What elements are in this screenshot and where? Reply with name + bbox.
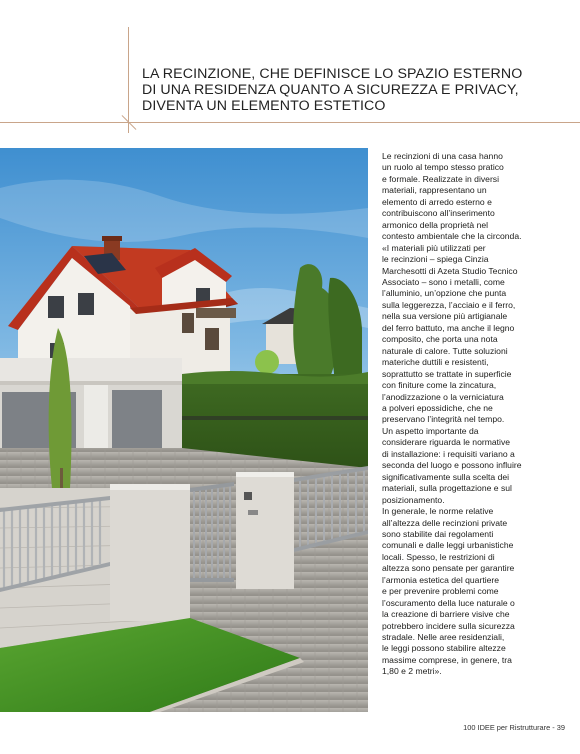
body-line: l’anodizzazione o la verniciatura (382, 391, 504, 402)
body-line: Associato – sono i metalli, come (382, 276, 505, 287)
body-line: materiali, rappresentano un (382, 185, 487, 196)
body-line: comunali e dalle leggi urbanistiche (382, 540, 514, 551)
body-line: le leggi possono stabilire altezze (382, 643, 506, 654)
body-line: stradale. Nelle aree residenziali, (382, 632, 505, 643)
body-line: seconda del luogo e possono influire (382, 460, 522, 471)
body-line: In generale, le norme relative (382, 506, 494, 517)
house-fence-photo (0, 148, 368, 712)
body-line: un ruolo al tempo stesso pratico (382, 162, 504, 173)
body-line: considerare riguarda le normative (382, 437, 511, 448)
body-line: naturale di calore. Tutte soluzioni (382, 345, 508, 356)
body-line: significativamente sulla scelta dei (382, 471, 510, 482)
body-line: Le recinzioni di una casa hanno (382, 151, 503, 161)
body-line: la creazione di barriere visive che (382, 609, 510, 620)
body-line: e formale. Realizzate in diversi (382, 173, 500, 184)
body-line: l’oscuramento della luce naturale o (382, 597, 515, 608)
body-line: a polveri epossidiche, che ne (382, 402, 493, 413)
body-line: altezza sono pensate per garantire (382, 563, 515, 574)
headline-line: DI UNA RESIDENZA QUANTO A SICUREZZA E PRIVACY, (142, 82, 519, 98)
body-line: armonico della proprietà nel (382, 219, 489, 230)
body-line: di installazione: i requisiti variano a (382, 448, 515, 459)
body-line: elemento di arredo esterno e (382, 196, 492, 207)
body-line: l’alluminio, un’opzione che punta (382, 288, 507, 299)
body-line: Un aspetto importante da (382, 425, 479, 436)
body-line: sono stabilite dai regolamenti (382, 528, 494, 539)
body-line: l’armonia estetica del quartiere (382, 574, 500, 585)
body-line: nella sua versione più artigianale (382, 311, 508, 322)
page-footer: 100 IDEE per Ristrutturare - 39 (463, 723, 565, 732)
body-line: con finiture come la zincatura, (382, 380, 497, 391)
house-fence-illustration (0, 148, 368, 712)
body-line: contribuiscono all’inserimento (382, 208, 495, 219)
body-line: contesto ambientale che la circonda. (382, 231, 522, 242)
body-line: «I materiali più utilizzati per (382, 242, 486, 253)
body-line: materiche duttili e resistenti, (382, 357, 489, 368)
article-body (382, 151, 572, 678)
body-line: Marchesotti di Azeta Studio Tecnico (382, 265, 518, 276)
body-line: materiali, sulla progettazione e sul (382, 483, 512, 494)
headline-line: LA RECINZIONE, CHE DEFINISCE LO SPAZIO ESTERNO (142, 66, 523, 82)
body-line: le recinzioni – spiega Cinzia (382, 254, 489, 265)
body-line: del ferro battuto, ma anche il legno (382, 322, 515, 333)
headline-line: DIVENTA UN ELEMENTO ESTETICO (142, 98, 386, 114)
body-line: all’altezza delle recinzioni private (382, 517, 508, 528)
body-line: massime comprese, in genere, tra (382, 654, 512, 665)
body-line: locali. Spesso, le restrizioni di (382, 551, 495, 562)
body-line: sulla leggerezza, l’acciaio e il ferro, (382, 299, 516, 310)
body-line: soprattutto se trattate in superficie (382, 368, 512, 379)
body-line: composito, che porta una nota (382, 334, 498, 345)
body-line: potrebbero incidere sulla sicurezza (382, 620, 515, 631)
horizontal-accent-line (0, 122, 580, 123)
body-line: e per prevenire problemi come (382, 586, 499, 597)
vertical-accent-line (128, 27, 129, 133)
body-line: preservano l’integrità nel tempo. (382, 414, 505, 425)
body-line: posizionamento. (382, 494, 445, 505)
headline (142, 66, 562, 114)
body-line: 1,80 e 2 metri». (382, 666, 442, 677)
